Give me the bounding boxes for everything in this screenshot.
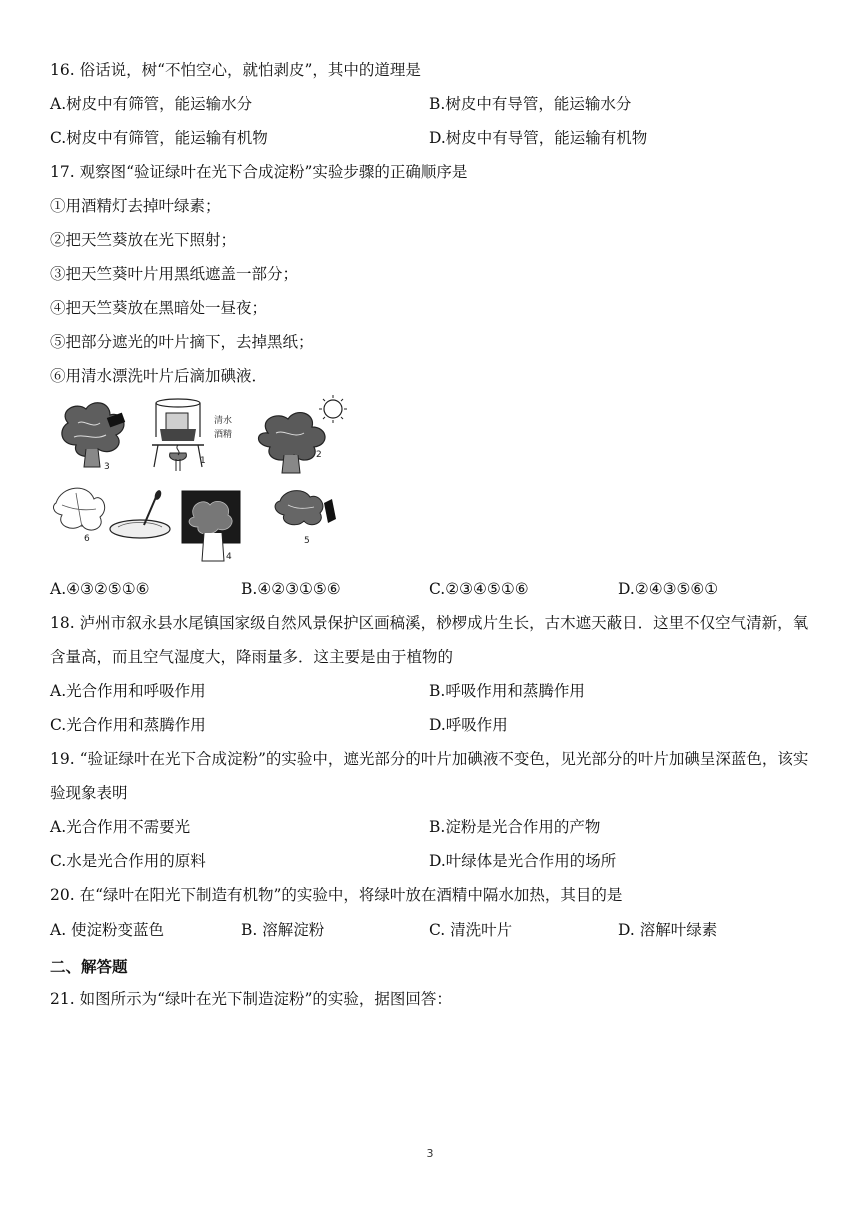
q20-option-c: C. 清洗叶片 — [429, 921, 513, 939]
q18-option-c: C.光合作用和蒸腾作用 — [50, 716, 206, 734]
q19-option-c: C.水是光合作用的原料 — [50, 852, 206, 870]
q19-option-d: D.叶绿体是光合作用的场所 — [429, 852, 617, 870]
sun-icon — [319, 395, 347, 423]
page-number: 3 — [426, 1147, 434, 1160]
q18-option-d: D.呼吸作用 — [429, 716, 508, 734]
section-title: 二、解答题 — [50, 957, 128, 976]
experiment-steps-figure — [48, 393, 360, 568]
q17-step-5: ⑤把部分遮光的叶片摘下，去掉黑纸； — [50, 333, 314, 351]
q17-option-a: A.④③②⑤①⑥ — [50, 580, 150, 598]
geranium-in-sunlight-icon — [259, 413, 326, 473]
q17-option-b: B.④②③①⑤⑥ — [241, 580, 341, 598]
figure-label-6: 6 — [84, 534, 90, 544]
leaf-with-black-paper-icon — [275, 491, 336, 525]
q21-stem: 21. 如图所示为“绿叶在光下制造淀粉”的实验，据图回答： — [50, 990, 452, 1008]
figure-label-2: 2 — [316, 450, 322, 460]
q18-option-a: A.光合作用和呼吸作用 — [50, 682, 206, 700]
q16-option-d: D.树皮中有导管，能运输有机物 — [429, 129, 648, 147]
geranium-plant-covered-icon — [62, 403, 125, 467]
q17-option-c: C.②③④⑤①⑥ — [429, 580, 529, 598]
q19-option-b: B.淀粉是光合作用的产物 — [429, 818, 601, 836]
q20-stem: 20. 在“绿叶在阳光下制造有机物”的实验中，将绿叶放在酒精中隔水加热，其目的是 — [50, 886, 623, 904]
q16-stem: 16. 俗话说，树“不怕空心，就怕剥皮”，其中的道理是 — [50, 61, 421, 79]
figure-label-1: 1 — [200, 456, 206, 466]
beaker-label-alcohol: 酒精 — [214, 430, 233, 440]
alcohol-lamp-beaker-icon — [152, 399, 204, 471]
q20-option-a: A. 使淀粉变蓝色 — [50, 921, 165, 939]
q19-stem: 19. “验证绿叶在光下合成淀粉”的实验中，遮光部分的叶片加碘液不变色，见光部分的叶片加碘呈深蓝色，该实验现象表明 — [50, 750, 809, 802]
figure-label-5: 5 — [304, 536, 310, 546]
q17-step-3: ③把天竺葵叶片用黑纸遮盖一部分； — [50, 265, 299, 283]
q20-option-b: B. 溶解淀粉 — [241, 921, 325, 939]
figure-label-3: 3 — [104, 462, 110, 472]
plant-in-dark-box-icon — [182, 491, 240, 561]
experiment-steps-illustration — [48, 393, 360, 568]
q18-option-b: B.呼吸作用和蒸腾作用 — [429, 682, 585, 700]
q17-option-d: D.②④③⑤⑥① — [618, 580, 719, 598]
q16-option-a: A.树皮中有筛管，能运输水分 — [50, 95, 253, 113]
q17-step-6: ⑥用清水漂洗叶片后滴加碘液． — [50, 367, 268, 385]
q17-step-4: ④把天竺葵放在黑暗处一昼夜； — [50, 299, 268, 317]
beaker-label-water: 清水 — [214, 416, 233, 426]
q18-stem: 18. 泸州市叙永县水尾镇国家级自然风景保护区画稿溪，桫椤成片生长，古木遮天蔽日．这里不仅空气清新，氧含量高，而且空气湿度大，降雨量多．这主要是由于植物的 — [50, 614, 809, 666]
q17-stem: 17. 观察图“验证绿叶在光下合成淀粉”实验步骤的正确顺序是 — [50, 163, 468, 181]
q16-option-b: B.树皮中有导管，能运输水分 — [429, 95, 632, 113]
q17-step-1: ①用酒精灯去掉叶绿素； — [50, 197, 221, 215]
q17-step-2: ②把天竺葵放在光下照射； — [50, 231, 237, 249]
q19-option-a: A.光合作用不需要光 — [50, 818, 191, 836]
q20-option-d: D. 溶解叶绿素 — [618, 921, 718, 939]
q16-option-c: C.树皮中有筛管，能运输有机物 — [50, 129, 268, 147]
leaf-iodine-dropper-icon — [54, 488, 170, 538]
figure-label-4: 4 — [226, 552, 232, 562]
